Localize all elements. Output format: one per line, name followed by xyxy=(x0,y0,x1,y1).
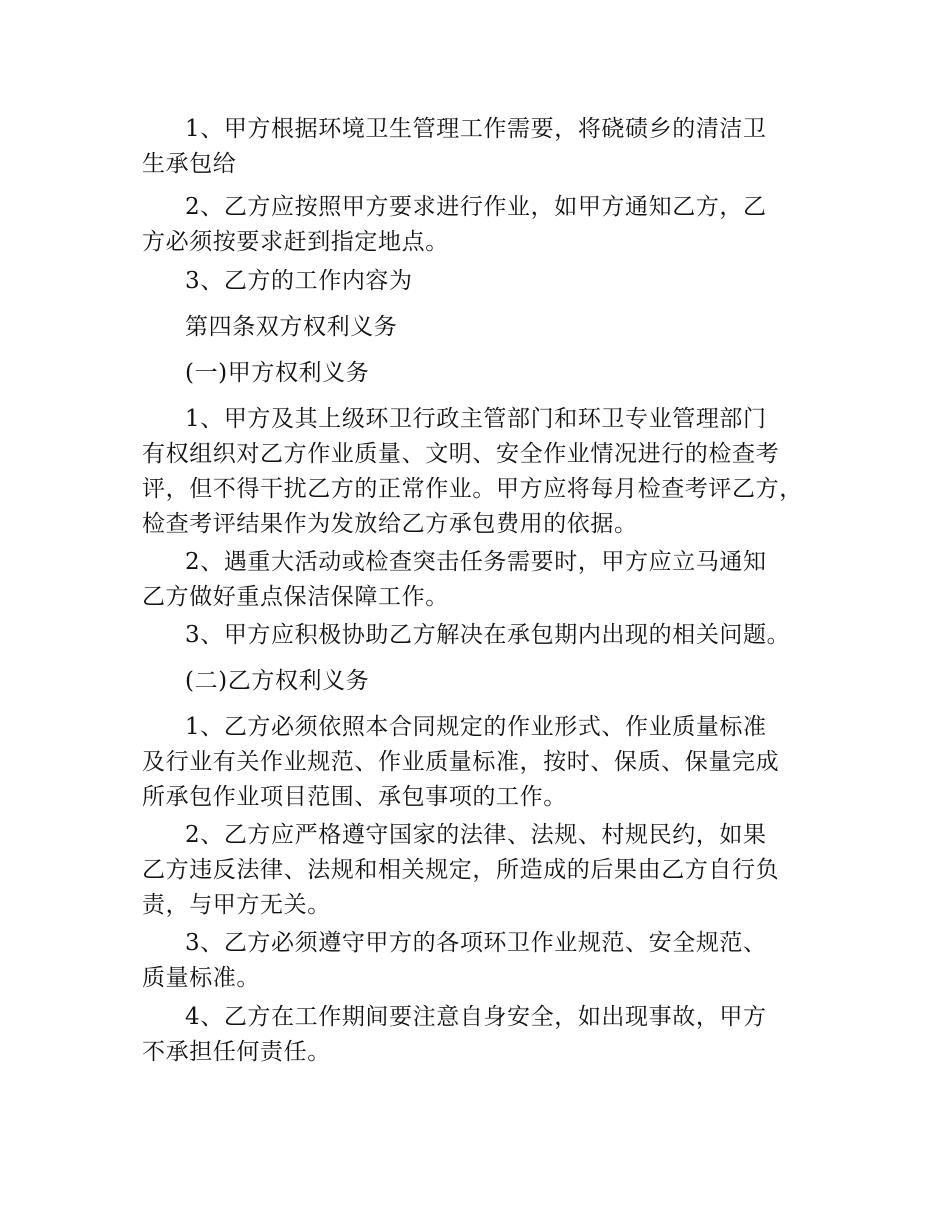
paragraph-line: 所承包作业项目范围、承包事项的工作。 xyxy=(142,784,567,810)
paragraph-b1 xyxy=(142,710,832,815)
paragraph-1 xyxy=(142,112,832,182)
paragraph-line: 质量标准。 xyxy=(142,965,260,991)
paragraph-line: 乙方违反法律、法规和相关规定，所造成的后果由乙方自行负 xyxy=(142,857,780,883)
paragraph-line: 3、乙方的工作内容为 xyxy=(185,268,413,294)
paragraph-a2 xyxy=(142,545,832,615)
paragraph-line: 1、乙方必须依照本合同规定的作业形式、作业质量标准 xyxy=(185,714,767,740)
paragraph-line: 1、甲方及其上级环卫行政主管部门和环卫专业管理部门 xyxy=(185,406,767,432)
paragraph-line: 及行业有关作业规范、作业质量标准，按时、保质、保量完成 xyxy=(142,749,780,775)
paragraph-line: 不承担任何责任。 xyxy=(142,1039,331,1065)
paragraph-a3 xyxy=(142,618,832,653)
paragraph-line: 2、遇重大活动或检查突击任务需要时，甲方应立马通知 xyxy=(185,549,767,575)
paragraph-b4 xyxy=(142,1000,832,1070)
subheading-party-a xyxy=(142,356,832,391)
paragraph-line: 2、乙方应严格遵守国家的法律、法规、村规民约，如果 xyxy=(185,822,767,848)
paragraph-line: 4、乙方在工作期间要注意自身安全，如出现事故，甲方 xyxy=(185,1004,767,1030)
paragraph-a1 xyxy=(142,402,832,542)
paragraph-3 xyxy=(142,264,832,299)
paragraph-line: (一)甲方权利义务 xyxy=(185,360,370,386)
paragraph-line: 有权组织对乙方作业质量、文明、安全作业情况进行的检查考 xyxy=(142,441,780,467)
section-heading-article-4 xyxy=(142,310,832,345)
paragraph-line: 2、乙方应按照甲方要求进行作业，如甲方通知乙方，乙 xyxy=(185,194,767,220)
paragraph-line: 生承包给 xyxy=(142,151,237,177)
paragraph-2 xyxy=(142,190,832,260)
paragraph-line: 1、甲方根据环境卫生管理工作需要，将硗碛乡的清洁卫 xyxy=(185,116,767,142)
paragraph-b3 xyxy=(142,926,832,996)
paragraph-line: 方必须按要求赶到指定地点。 xyxy=(142,229,449,255)
paragraph-line: 第四条双方权利义务 xyxy=(185,314,398,340)
paragraph-line: (二)乙方权利义务 xyxy=(185,668,370,694)
paragraph-line: 责，与甲方无关。 xyxy=(142,892,331,918)
paragraph-line: 检查考评结果作为发放给乙方承包费用的依据。 xyxy=(142,511,638,537)
subheading-party-b xyxy=(142,664,832,699)
paragraph-line: 3、乙方必须遵守甲方的各项环卫作业规范、安全规范、 xyxy=(185,930,767,956)
paragraph-line: 3、甲方应积极协助乙方解决在承包期内出现的相关问题。 xyxy=(185,622,791,648)
paragraph-line: 评，但不得干扰乙方的正常作业。甲方应将每月检查考评乙方， xyxy=(142,476,803,502)
paragraph-b2 xyxy=(142,818,832,923)
paragraph-line: 乙方做好重点保洁保障工作。 xyxy=(142,584,449,610)
